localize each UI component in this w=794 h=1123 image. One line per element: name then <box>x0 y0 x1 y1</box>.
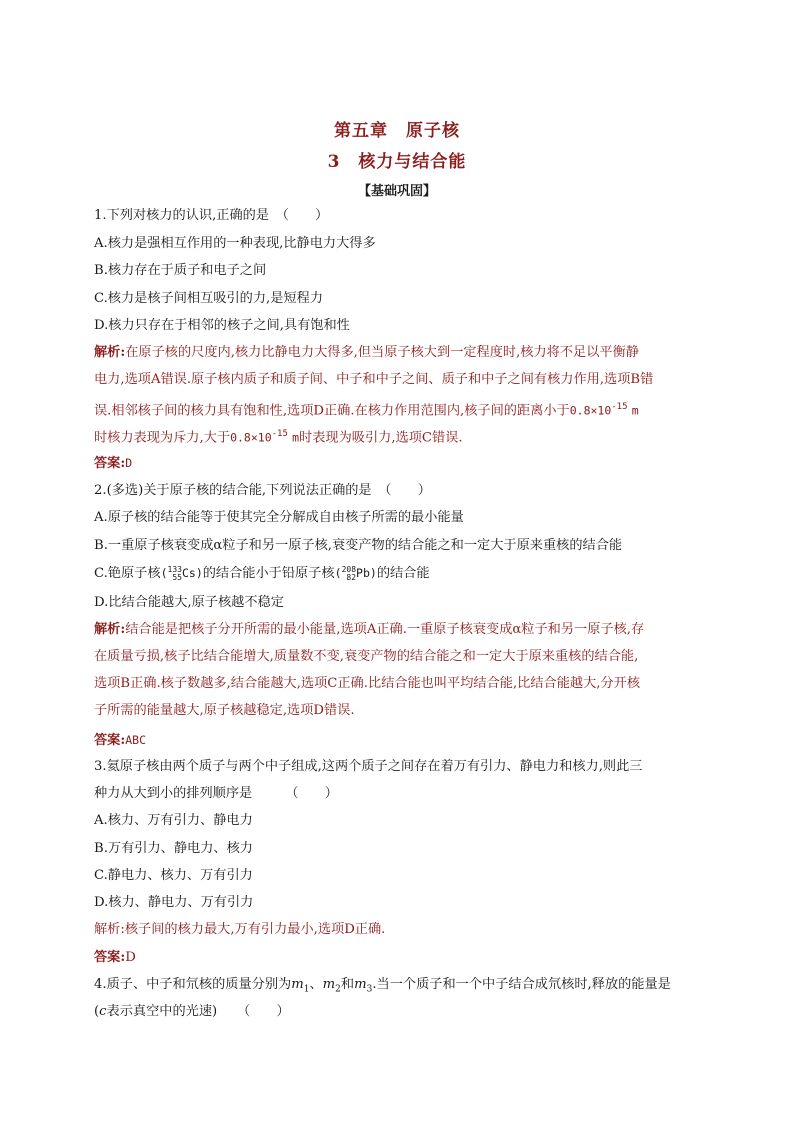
question-1-option-b: B.核力存在于质子和电子之间 <box>94 263 267 278</box>
question-3-analysis: 解析:核子间的核力最大,万有引力最小,选项D正确. <box>94 922 386 937</box>
question-1-option-d: D.核力只存在于相邻的核子之间,具有饱和性 <box>94 318 350 333</box>
section-title: 3 核力与结合能 <box>327 152 467 172</box>
question-2-option-c: C.铯原子核( 133 55 Cs)的结合能小于铅原子核( 208 82 Pb)的结合能 <box>94 564 430 582</box>
light-speed-symbol: c <box>99 1004 107 1019</box>
question-4-stem-line-2: (c表示真空中的光速) （ ） <box>94 1004 290 1019</box>
question-3-stem-line-2: 种力从大到小的排列顺序是 （ ） <box>94 786 338 801</box>
question-1-analysis-line-3: 误.相邻核子间的核力具有饱和性,选项D正确.在核力作用范围内,核子间的距离小于$0.8\times 10^{-15}$ m <box>94 402 639 419</box>
question-2-stem: 2.(多选)关于原子核的结合能,下列说法正确的是 （ ） <box>94 483 431 498</box>
chapter-title: 第五章 原子核 <box>334 121 460 141</box>
question-3-stem: 3.氦原子核由两个质子与两个中子组成,这两个质子之间存在着万有引力、静电力和核力,则此三 <box>94 759 643 774</box>
distance-value: 0.8×10 <box>569 403 612 418</box>
question-1-option-c: C.核力是核子间相互吸引的力,是短程力 <box>94 291 324 306</box>
question-3-answer: 答案:D <box>94 950 136 965</box>
question-1-option-a: A.核力是强相互作用的一种表现,比静电力大得多 <box>94 236 376 251</box>
question-2-answer: 答案:ABC <box>94 733 147 748</box>
question-2-analysis-line-3: 选项B正确.核子数越多,结合能越大,选项C正确.比结合能也叫平均结合能,比结合能越大,分开核 <box>94 676 641 691</box>
question-1-analysis-line-2: 电力,选项A错误.原子核内质子和质子间、中子和中子之间、质子和中子之间有核力作用,选项B错 <box>94 372 654 387</box>
question-1-answer: 答案:D <box>94 456 133 471</box>
analysis-label: 解析: <box>94 345 126 360</box>
question-2-analysis-line-4: 子所需的能量越大,原子核越稳定,选项D错误. <box>94 703 355 718</box>
question-1-analysis: 解析:在原子核的尺度内,核力比静电力大得多,但当原子核大到一定程度时,核力将不足以平衡静 <box>94 345 639 360</box>
cesium-nuclide: 133 55 Cs <box>167 564 196 582</box>
question-1-stem: 1.下列对核力的认识,正确的是 （ ） <box>94 208 329 223</box>
category-heading: 【基础巩固】 <box>357 184 436 199</box>
lead-nuclide: 208 82 Pb <box>341 564 370 582</box>
question-4-stem: 4.质子、中子和氘核的质量分别为$m_1$、$m_2$和$m_3$.当一个质子和一个中子结合成氘核时,释放的能量是 <box>94 977 671 995</box>
question-2-option-a: A.原子核的结合能等于使其完全分解成自由核子所需的最小能量 <box>94 510 464 525</box>
question-1-analysis-line-4: 时核力表现为斥力,大于$0.8\times 10^{-15}$ m时表现为吸引力,选项C错误. <box>94 429 463 446</box>
question-3-option-b: B.万有引力、静电力、核力 <box>94 841 253 856</box>
question-2-analysis: 解析:结合能是把核子分开所需的最小能量,选项A正确.一重原子核衰变成α粒子和另一原子核,存 <box>94 622 645 637</box>
question-3-option-c: C.静电力、核力、万有引力 <box>94 868 253 883</box>
question-2-option-b: B.一重原子核衰变成α粒子和另一原子核,衰变产物的结合能之和一定大于原来重核的结合能 <box>94 538 623 553</box>
question-3-option-a: A.核力、万有引力、静电力 <box>94 813 253 828</box>
question-2-analysis-line-2: 在质量亏损,核子比结合能增大,质量数不变,衰变产物的结合能之和一定大于原来重核的结合能, <box>94 649 639 664</box>
question-2-option-d: D.比结合能越大,原子核越不稳定 <box>94 595 284 610</box>
question-3-option-d: D.核力、静电力、万有引力 <box>94 895 254 910</box>
